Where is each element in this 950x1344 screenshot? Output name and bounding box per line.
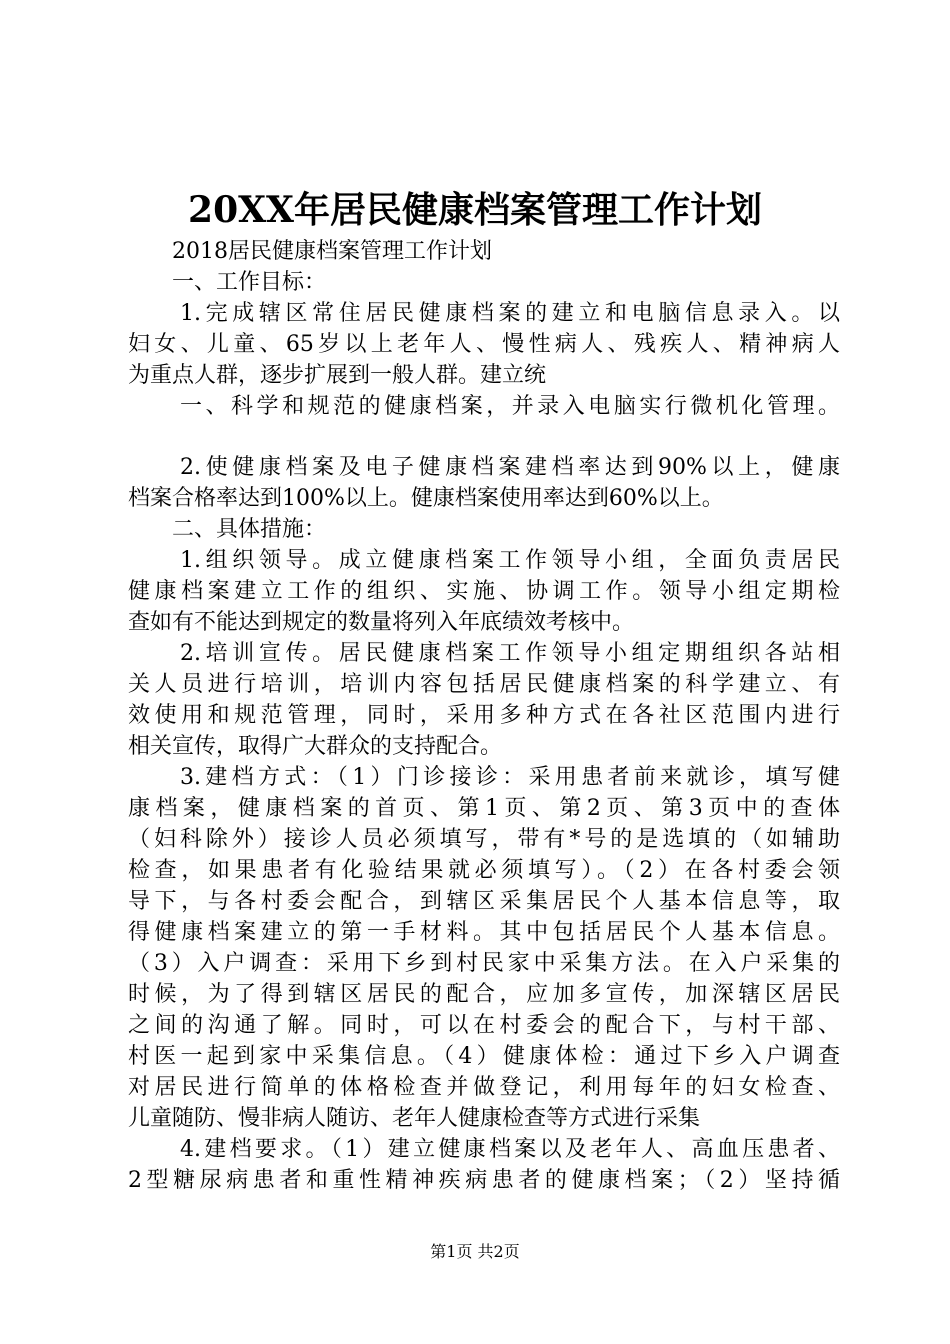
subtitle-line: 2018居民健康档案管理工作计划 (172, 239, 492, 264)
paragraph-line: 为重点人群，逐步扩展到一般人群。建立统 (128, 363, 547, 388)
paragraph-line: 1.完成辖区常住居民健康档案的建立和电脑信息录入。以 (180, 301, 840, 326)
paragraph-line: 检查，如果患者有化验结果就必须填写）。（2）在各村委会领 (128, 858, 840, 883)
paragraph-line: 康档案，健康档案的首页、第1页、第2页、第3页中的查体 (128, 796, 840, 821)
paragraph-line: 村医一起到家中采集信息。（4）健康体检：通过下乡入户调查 (128, 1044, 840, 1069)
page-number-footer: 第1页 共2页 (430, 1242, 520, 1261)
paragraph-line: 效使用和规范管理，同时，采用多种方式在各社区范围内进行 (128, 703, 840, 728)
paragraph-line: 相关宣传，取得广大群众的支持配合。 (128, 734, 503, 759)
section-heading-measures: 二、具体措施： (172, 517, 327, 542)
paragraph-line: 健康档案建立工作的组织、实施、协调工作。领导小组定期检 (128, 579, 840, 604)
document-title: 20XX年居民健康档案管理工作计划 (188, 189, 762, 231)
paragraph-line: 4.建档要求。（1）建立健康档案以及老年人、高血压患者、 (180, 1137, 840, 1162)
paragraph-line: 儿童随防、慢非病人随访、老年人健康检查等方式进行采集 (128, 1106, 701, 1131)
paragraph-line: 查如有不能达到规定的数量将列入年底绩效考核中。 (128, 610, 635, 635)
paragraph-line: 妇女、儿童、65岁以上老年人、慢性病人、残疾人、精神病人 (128, 332, 840, 357)
paragraph-line: 之间的沟通了解。同时，可以在村委会的配合下，与村干部、 (128, 1013, 840, 1038)
paragraph-line: （妇科除外）接诊人员必须填写，带有*号的是选填的（如辅助 (128, 827, 840, 852)
paragraph-line: 一、科学和规范的健康档案，并录入电脑实行微机化管理。 (180, 394, 840, 419)
paragraph-line: 得健康档案建立的第一手材料。其中包括居民个人基本信息。 (128, 920, 840, 945)
paragraph-line: （3）入户调查：采用下乡到村民家中采集方法。在入户采集的 (128, 951, 840, 976)
paragraph-line: 时候，为了得到辖区居民的配合，应加多宣传，加深辖区居民 (128, 982, 840, 1007)
paragraph-line: 导下，与各村委会配合，到辖区采集居民个人基本信息等，取 (128, 889, 840, 914)
paragraph-line: 2.培训宣传。居民健康档案工作领导小组定期组织各站相 (180, 641, 840, 666)
paragraph-line: 2.使健康档案及电子健康档案建档率达到90%以上，健康 (180, 455, 840, 480)
paragraph-line: 关人员进行培训，培训内容包括居民健康档案的科学建立、有 (128, 672, 840, 697)
paragraph-line: 1.组织领导。成立健康档案工作领导小组，全面负责居民 (180, 548, 840, 573)
paragraph-line: 对居民进行简单的体格检查并做登记，利用每年的妇女检查、 (128, 1075, 840, 1100)
paragraph-line: 3.建档方式：（1）门诊接诊：采用患者前来就诊，填写健 (180, 765, 840, 790)
paragraph-line: 2型糖尿病患者和重性精神疾病患者的健康档案；（2）坚持循 (128, 1168, 840, 1193)
section-heading-goals: 一、工作目标： (172, 270, 327, 295)
paragraph-line: 档案合格率达到100%以上。健康档案使用率达到60%以上。 (128, 486, 724, 511)
